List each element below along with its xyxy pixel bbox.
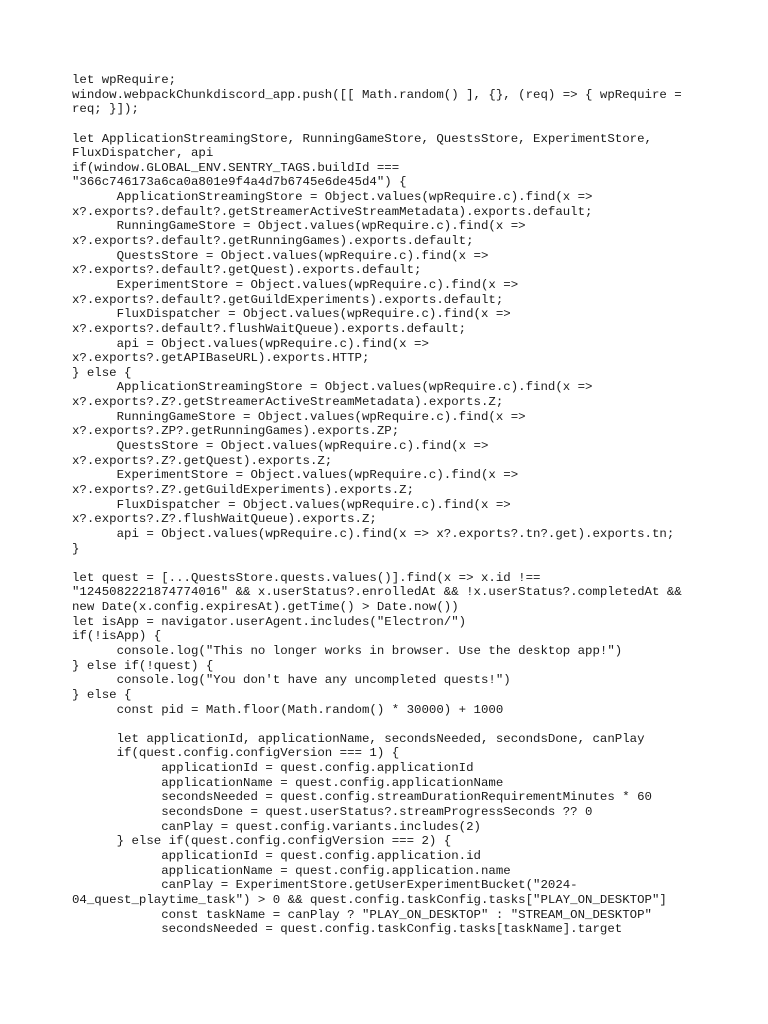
code-line: window.webpackChunkdiscord_app.push([[ Math.random() ], {}, (req) => { wpRequire = xyxy=(72,87,682,102)
code-line: x?.exports?.Z?.getStreamerActiveStreamMetadata).exports.Z; xyxy=(72,395,504,410)
code-line: applicationName = quest.config.application.name xyxy=(72,863,511,878)
code-line: x?.exports?.Z?.flushWaitQueue).exports.Z; xyxy=(72,512,377,527)
code-line: QuestsStore = Object.values(wpRequire.c).find(x => xyxy=(72,248,489,263)
code-line: x?.exports?.Z?.getGuildExperiments).exports.Z; xyxy=(72,482,415,497)
code-line: "1245082221874774016" && x.userStatus?.enrolledAt && !x.userStatus?.completedAt && xyxy=(72,585,682,600)
code-line: let isApp = navigator.userAgent.includes("Electron/") xyxy=(72,614,467,629)
code-line: applicationName = quest.config.applicationName xyxy=(72,775,504,790)
code-line xyxy=(72,117,712,132)
code-line: let quest = [...QuestsStore.quests.values()].find(x => x.id !== xyxy=(72,570,541,585)
code-line: x?.exports?.getAPIBaseURL).exports.HTTP; xyxy=(72,351,370,366)
code-line: ApplicationStreamingStore = Object.values(wpRequire.c).find(x => xyxy=(72,190,593,205)
code-line xyxy=(72,556,712,571)
code-line: x?.exports?.default?.getRunningGames).exports.default; xyxy=(72,234,474,249)
code-line: FluxDispatcher = Object.values(wpRequire.c).find(x => xyxy=(72,307,511,322)
code-line: ApplicationStreamingStore = Object.values(wpRequire.c).find(x => xyxy=(72,380,593,395)
code-line: FluxDispatcher, api xyxy=(72,146,214,161)
code-line: x?.exports?.default?.getQuest).exports.default; xyxy=(72,263,422,278)
code-line: if(!isApp) { xyxy=(72,629,162,644)
code-line: } else { xyxy=(72,365,132,380)
code-line: api = Object.values(wpRequire.c).find(x => x?.exports?.tn?.get).exports.tn; xyxy=(72,526,675,541)
code-line: } else { xyxy=(72,687,132,702)
code-line: x?.exports?.default?.flushWaitQueue).exports.default; xyxy=(72,321,467,336)
code-line: "366c746173a6ca0a801e9f4a4d7b6745e6de45d4") { xyxy=(72,175,407,190)
code-line: ExperimentStore = Object.values(wpRequire.c).find(x => xyxy=(72,468,519,483)
code-line: api = Object.values(wpRequire.c).find(x => xyxy=(72,336,429,351)
code-line: } else if(!quest) { xyxy=(72,658,214,673)
code-line: x?.exports?.ZP?.getRunningGames).exports.ZP; xyxy=(72,424,400,439)
code-line: RunningGameStore = Object.values(wpRequire.c).find(x => xyxy=(72,219,526,234)
code-line: 04_quest_playtime_task") > 0 && quest.config.taskConfig.tasks["PLAY_ON_DESKTOP"] xyxy=(72,892,667,907)
code-block xyxy=(72,73,712,937)
code-line xyxy=(72,717,712,732)
code-line: if(window.GLOBAL_ENV.SENTRY_TAGS.buildId === xyxy=(72,160,400,175)
code-line: QuestsStore = Object.values(wpRequire.c).find(x => xyxy=(72,439,489,454)
code-line: if(quest.config.configVersion === 1) { xyxy=(72,746,400,761)
code-line: secondsNeeded = quest.config.taskConfig.tasks[taskName].target xyxy=(72,922,623,937)
code-line: x?.exports?.default?.getStreamerActiveStreamMetadata).exports.default; xyxy=(72,204,593,219)
code-line: x?.exports?.default?.getGuildExperiments).exports.default; xyxy=(72,292,504,307)
code-line: console.log("You don't have any uncompleted quests!") xyxy=(72,673,511,688)
code-line: RunningGameStore = Object.values(wpRequire.c).find(x => xyxy=(72,409,526,424)
code-line: const pid = Math.floor(Math.random() * 30000) + 1000 xyxy=(72,702,504,717)
code-line: req; }]); xyxy=(72,102,139,117)
code-line: let wpRequire; xyxy=(72,73,177,87)
code-line: console.log("This no longer works in browser. Use the desktop app!") xyxy=(72,643,623,658)
code-line: } else if(quest.config.configVersion === 2) { xyxy=(72,834,452,849)
code-line: new Date(x.config.expiresAt).getTime() > Date.now()) xyxy=(72,600,459,615)
code-line: let applicationId, applicationName, secondsNeeded, secondsDone, canPlay xyxy=(72,731,645,746)
code-line: } xyxy=(72,541,80,556)
code-line: canPlay = ExperimentStore.getUserExperimentBucket("2024- xyxy=(72,878,578,893)
code-line: FluxDispatcher = Object.values(wpRequire.c).find(x => xyxy=(72,497,511,512)
code-line: secondsDone = quest.userStatus?.streamProgressSeconds ?? 0 xyxy=(72,805,593,820)
code-line: canPlay = quest.config.variants.includes(2) xyxy=(72,819,481,834)
code-line: secondsNeeded = quest.config.streamDurationRequirementMinutes * 60 xyxy=(72,790,652,805)
code-line: applicationId = quest.config.applicationId xyxy=(72,761,474,776)
code-line: x?.exports?.Z?.getQuest).exports.Z; xyxy=(72,453,333,468)
code-line: applicationId = quest.config.application.id xyxy=(72,848,481,863)
code-line: ExperimentStore = Object.values(wpRequire.c).find(x => xyxy=(72,277,519,292)
code-line: let ApplicationStreamingStore, RunningGameStore, QuestsStore, ExperimentStore, xyxy=(72,131,652,146)
code-line: const taskName = canPlay ? "PLAY_ON_DESKTOP" : "STREAM_ON_DESKTOP" xyxy=(72,907,652,922)
